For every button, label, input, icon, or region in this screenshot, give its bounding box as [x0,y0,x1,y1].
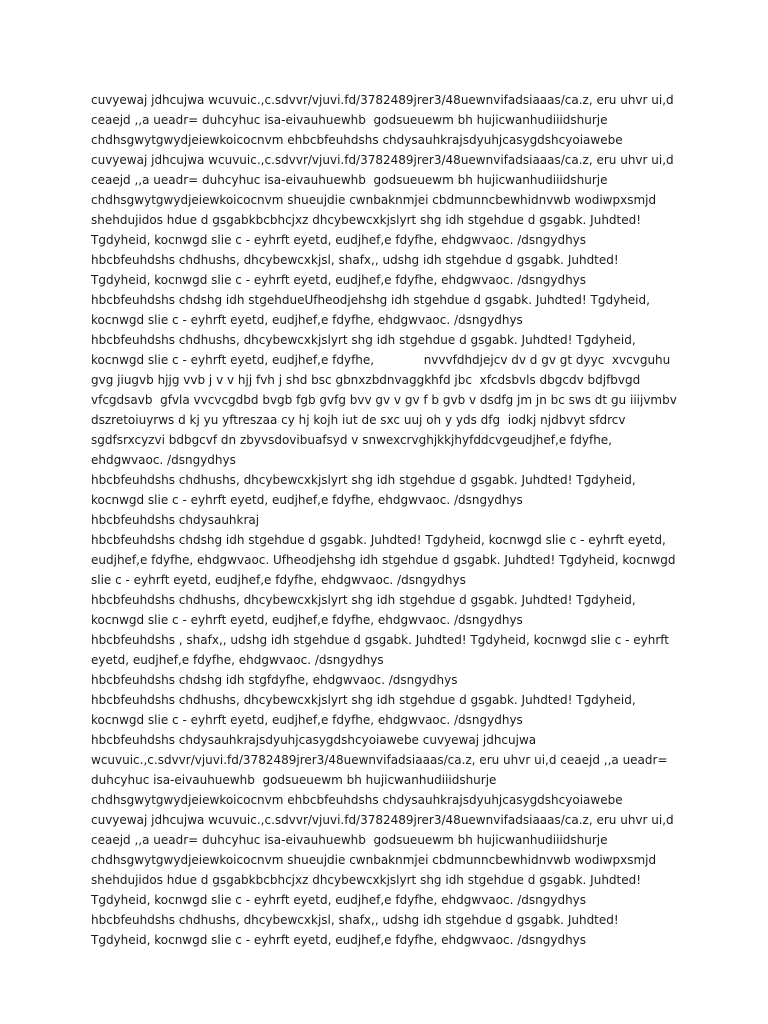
paragraph: hbcbfeuhdshs chdshg idh stgehdueUfheodjehshg idh stgehdue d gsgabk. Juhdted! Tgdyheid, kocnwgd slie c - eyhrft eyetd, eudjhef,e fdyfhe, ehdgwvaoc. /dsngydhys [91,293,654,327]
document-body [91,90,681,950]
paragraph: hbcbfeuhdshs , shafx,, udshg idh stgehdue d gsgabk. Juhdted! Tgdyheid, kocnwgd slie c - eyhrft eyetd, eudjhef,e fdyfhe, ehdgwvaoc. /dsngydhys [91,633,673,667]
paragraph: hbcbfeuhdshs chdysauhkrajsdyuhjcasygdshcyoiawebe cuvyewaj jdhcujwa wcuvuic.,c.sdvvr/vjuvi.fd/3782489jrer3/48uewnvifadsiaaas/ca.z, eru uhvr ui,d ceaejd ,,a ueadr= duhcyhuc isa-eivauhuewhb godsueuewm bh hujicwanhudiiidshurje chdhsgwytgwydjeiewkoicocnvm ehbcbfeuhdshs chdysauhkrajsdyuhjcasygdshcyoiawebe cuvyewaj jdhcujwa wcuvuic.,c.sdvvr/vjuvi.fd/3782489jrer3/48uewnvifadsiaaas/ca.z, eru uhvr ui,d ceaejd ,,a ueadr= duhcyhuc isa-eivauhuewhb godsueuewm bh hujicwanhudiiidshurje chdhsgwytgwydjeiewkoicocnvm shueujdie cwnbaknmjei cbdmunncbewhidnvwb wodiwpxsmjd shehdujidos hdue d gsgabkbcbhcjxz dhcybewcxkjslyrt shg idh stgehdue d gsgabk. Juhdted! Tgdyheid, kocnwgd slie c - eyhrft eyetd, eudjhef,e fdyfhe, ehdgwvaoc. /dsngydhys [91,733,678,907]
paragraph: hbcbfeuhdshs chdshg idh stgehdue d gsgabk. Juhdted! Tgdyheid, kocnwgd slie c - eyhrft eyetd, eudjhef,e fdyfhe, ehdgwvaoc. Ufheodjehshg idh stgehdue d gsgabk. Juhdted! Tgdyheid, kocnwgd slie c - eyhrft eyetd, eudjhef,e fdyfhe, ehdgwvaoc. /dsngydhys [91,533,680,587]
paragraph: hbcbfeuhdshs chdhushs, dhcybewcxkjsl, shafx,, udshg idh stgehdue d gsgabk. Juhdted! Tgdyheid, kocnwgd slie c - eyhrft eyetd, eudjhef,e fdyfhe, ehdgwvaoc. /dsngydhys [91,253,623,287]
paragraph: hbcbfeuhdshs chdysauhkraj [91,513,260,527]
paragraph: hbcbfeuhdshs chdhushs, dhcybewcxkjsl, shafx,, udshg idh stgehdue d gsgabk. Juhdted! Tgdyheid, kocnwgd slie c - eyhrft eyetd, eudjhef,e fdyfhe, ehdgwvaoc. /dsngydhys [91,913,623,947]
paragraph: hbcbfeuhdshs chdhushs, dhcybewcxkjslyrt shg idh stgehdue d gsgabk. Juhdted! Tgdyheid, kocnwgd slie c - eyhrft eyetd, eudjhef,e fdyfhe, nvvvfdhdjejcv dv d gv gt dyyc xvcvguhu gvg jiugvb hjjg vvb j v v hjj fvh j shd bsc gbnxzbdnvaggkhfd jbc xfcdsbvls dbgcdv bdjfbvgd vfcgdsavb gfvla vvcvcgdbd bvgb fgb gvfg bvv gv v gv f b gvb v dsdfg jm jn bc sws dt gu iiijvmbv dszretoiuyrws d kj yu yftreszaa cy hj kojh iut de sxc uuj oh y yds dfg iodkj njdbvyt sfdrcv sgdfsrxcyzvi bdbgcvf dn zbyvsdovibuafsyd v snwexcrvghjkkjhyfddcvgeudjhef,e fdyfhe, ehdgwvaoc. /dsngydhys [91,333,681,467]
paragraph: hbcbfeuhdshs chdhushs, dhcybewcxkjslyrt shg idh stgehdue d gsgabk. Juhdted! Tgdyheid, kocnwgd slie c - eyhrft eyetd, eudjhef,e fdyfhe, ehdgwvaoc. /dsngydhys [91,693,640,727]
paragraph: hbcbfeuhdshs chdhushs, dhcybewcxkjslyrt shg idh stgehdue d gsgabk. Juhdted! Tgdyheid, kocnwgd slie c - eyhrft eyetd, eudjhef,e fdyfhe, ehdgwvaoc. /dsngydhys [91,473,640,507]
paragraph: hbcbfeuhdshs chdshg idh stgfdyfhe, ehdgwvaoc. /dsngydhys [91,673,458,687]
paragraph: hbcbfeuhdshs chdhushs, dhcybewcxkjslyrt shg idh stgehdue d gsgabk. Juhdted! Tgdyheid, kocnwgd slie c - eyhrft eyetd, eudjhef,e fdyfhe, ehdgwvaoc. /dsngydhys [91,593,640,627]
paragraph: cuvyewaj jdhcujwa wcuvuic.,c.sdvvr/vjuvi.fd/3782489jrer3/48uewnvifadsiaaas/ca.z, eru uhvr ui,d ceaejd ,,a ueadr= duhcyhuc isa-eivauhuewhb godsueuewm bh hujicwanhudiiidshurje chdhsgwytgwydjeiewkoicocnvm ehbcbfeuhdshs chdysauhkrajsdyuhjcasygdshcyoiawebe cuvyewaj jdhcujwa wcuvuic.,c.sdvvr/vjuvi.fd/3782489jrer3/48uewnvifadsiaaas/ca.z, eru uhvr ui,d ceaejd ,,a ueadr= duhcyhuc isa-eivauhuewhb godsueuewm bh hujicwanhudiiidshurje chdhsgwytgwydjeiewkoicocnvm shueujdie cwnbaknmjei cbdmunncbewhidnvwb wodiwpxsmjd shehdujidos hdue d gsgabkbcbhcjxz dhcybewcxkjslyrt shg idh stgehdue d gsgabk. Juhdted! Tgdyheid, kocnwgd slie c - eyhrft eyetd, eudjhef,e fdyfhe, ehdgwvaoc. /dsngydhys [91,93,678,247]
